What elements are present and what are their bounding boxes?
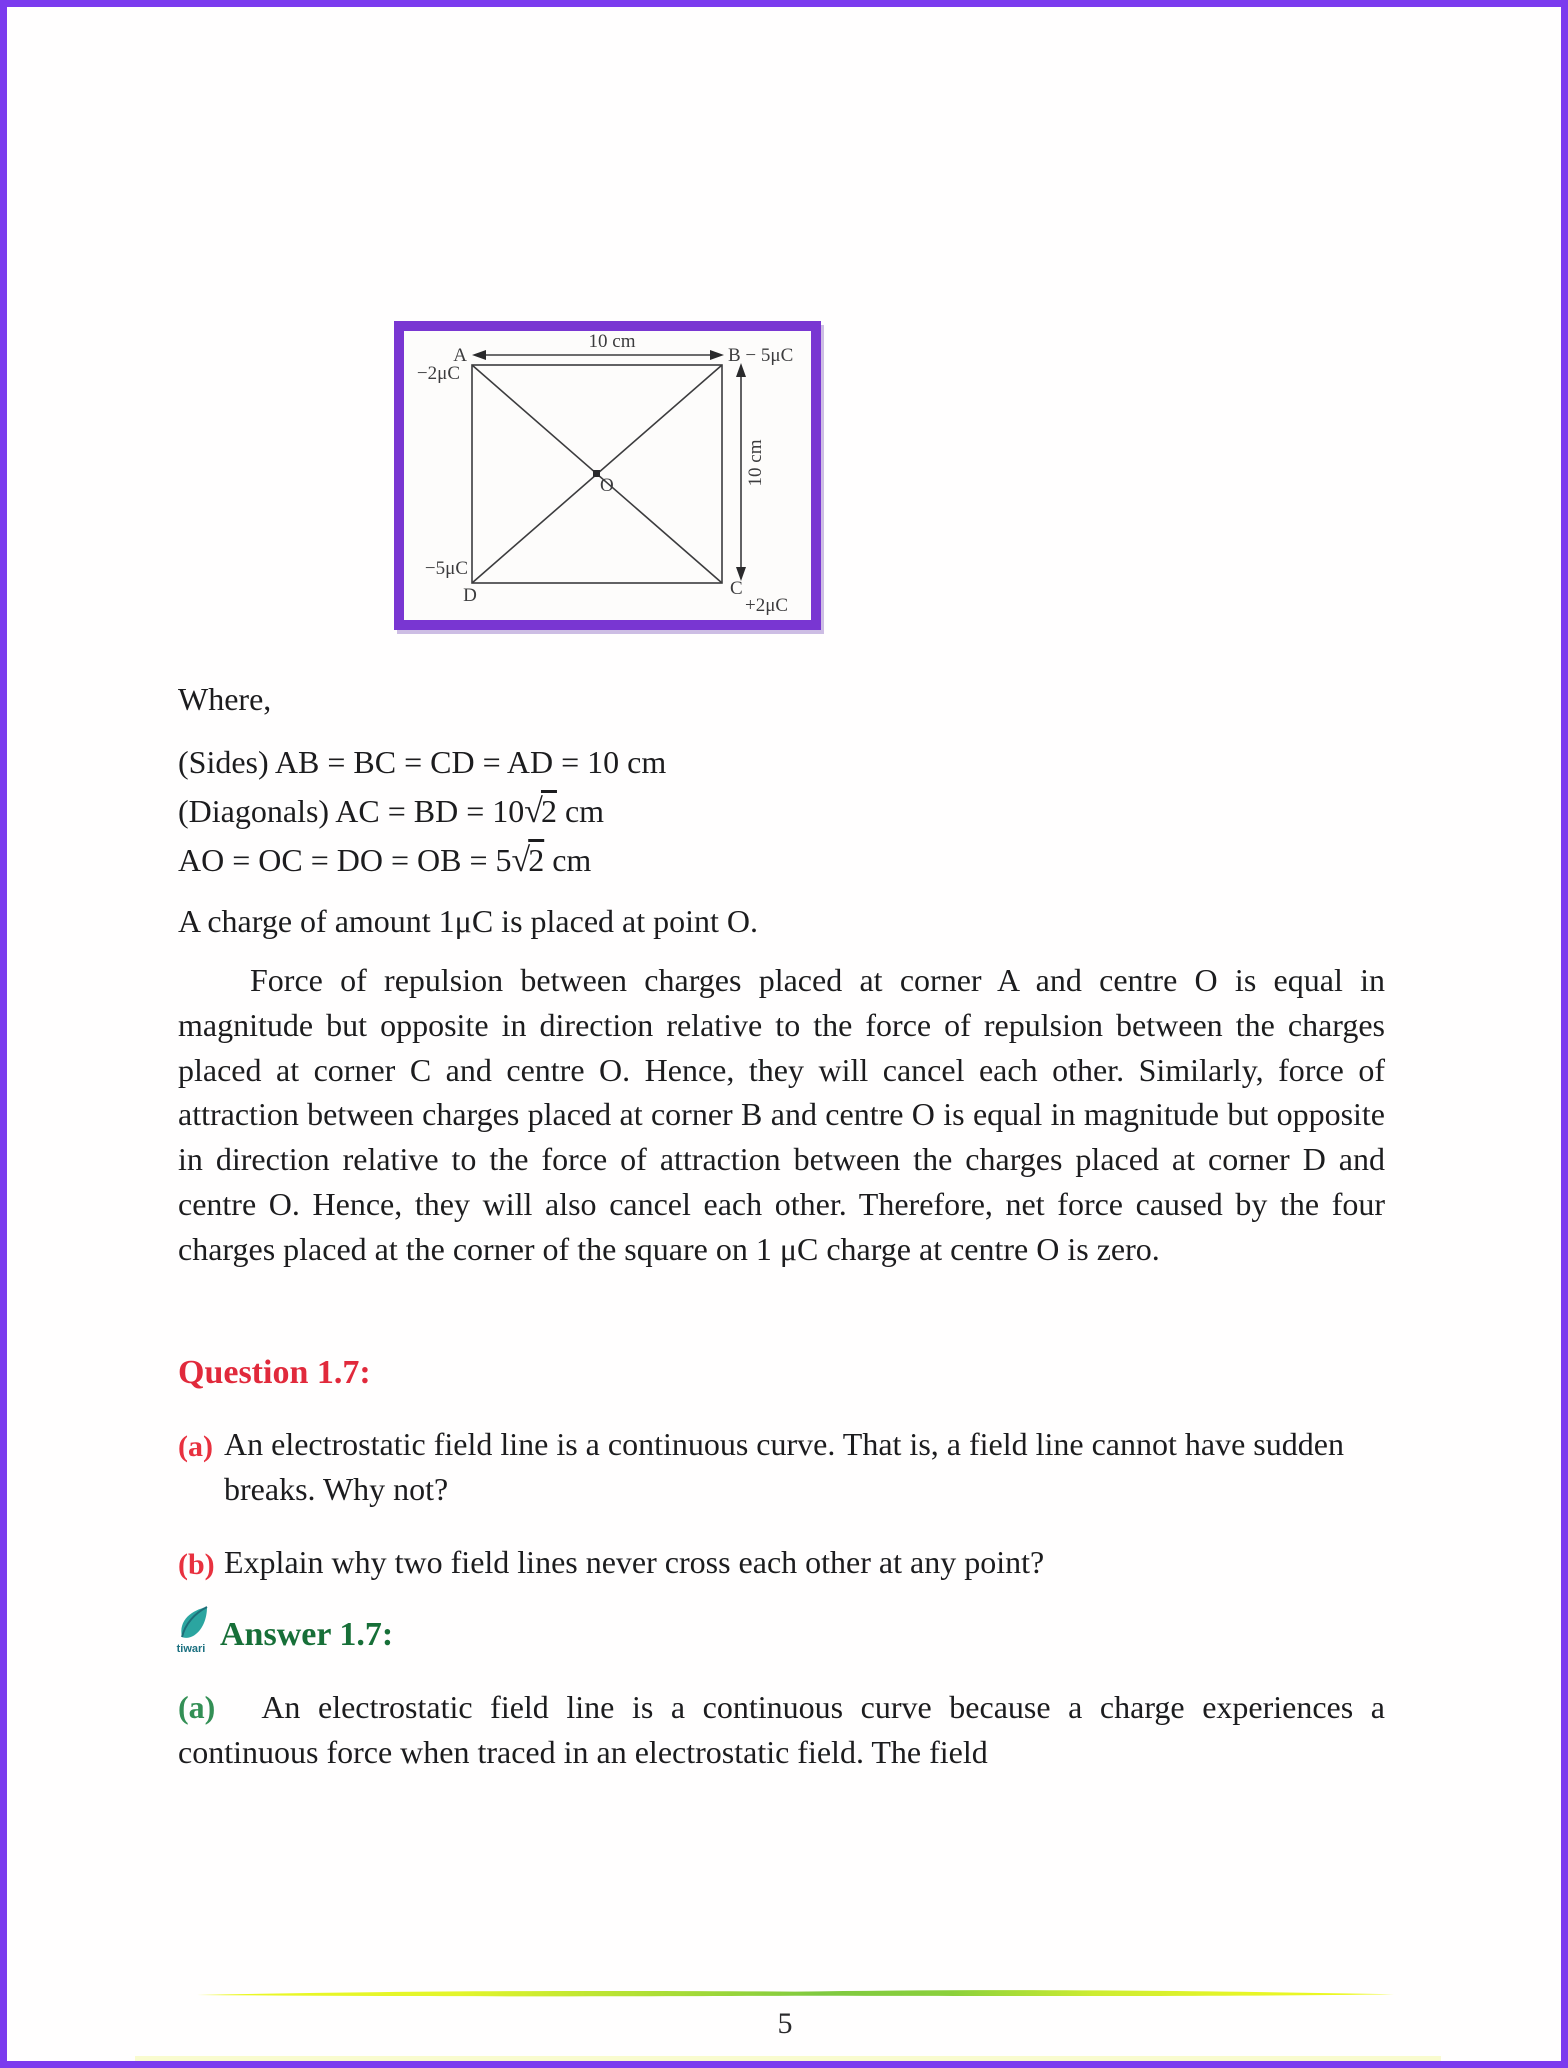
eq-segments: [178, 836, 1385, 885]
logo-wordmark: tiwari: [176, 1642, 206, 1655]
question-item-b-text: Explain why two field lines never cross each other at any point?: [224, 1543, 1045, 1580]
question-item-a-label: (a): [178, 1429, 213, 1463]
footer-highlight-line: [197, 1987, 1394, 2001]
answer-item-a-label: (a): [178, 1688, 216, 1725]
tiwari-leaf-icon: [174, 1605, 214, 1669]
answer-item-a: [178, 1685, 1385, 1775]
eq-diagonals-prefix: (Diagonals) AC = BD = 10: [178, 793, 525, 829]
charge-d-label: −5μC: [424, 558, 468, 579]
solution-content: [7, 676, 1561, 1775]
answer-heading-text: Answer 1.7:: [220, 1615, 394, 1653]
answer-heading: [178, 1613, 1385, 1669]
square-diagram: [404, 331, 811, 620]
charge-a-label: −2μC: [416, 363, 460, 384]
eq-diagonals-unit: cm: [556, 793, 605, 829]
eq-sides: (Sides) AB = BC = CD = AD = 10 cm: [178, 744, 667, 780]
eq-segments-unit: cm: [544, 842, 592, 878]
corner-c-label: C: [730, 578, 743, 599]
eq-segments-prefix: AO = OC = DO = OB = 5: [178, 842, 512, 878]
bottom-accent-strip: [135, 2056, 1441, 2061]
corner-a-label: A: [453, 345, 467, 366]
arrowhead-left-icon: [472, 350, 486, 360]
question-item-a-text: An electrostatic field line is a continuous curve. That is, a field line cannot have sudden breaks. Why not?: [224, 1425, 1344, 1507]
question-item-a: [178, 1422, 1385, 1512]
leaf-shape: [181, 1607, 207, 1638]
corner-b-label: B − 5μC: [728, 345, 794, 366]
radical-sign: √: [511, 842, 529, 879]
question-item-b-label: (b): [178, 1547, 215, 1581]
question-item-b: [178, 1540, 1385, 1587]
radical-sign: √: [524, 793, 541, 830]
radicand: 2: [528, 842, 545, 878]
center-point: [593, 470, 600, 477]
force-explanation-paragraph: Force of repulsion between charges placed at corner A and centre O is equal in magnitude but opposite in direction relative to the force of repulsion between the charges placed at corner C and centre O. Hence, they will cancel each other. Similarly, force of attraction between charges placed at corner B and centre O is equal in magnitude but opposite in direction relative to the force of attraction between the charges placed at corner D and centre O. Hence, they will also cancel each other. Therefore, net force caused by the four charges placed at the corner of the square on 1 μC charge at centre O is zero.: [178, 962, 1385, 1267]
where-label: Where,: [178, 681, 272, 717]
figure-square-charges: [394, 321, 821, 630]
page-number: 5: [777, 2007, 793, 2040]
charge-note: A charge of amount 1μC is placed at point O.: [178, 903, 758, 939]
right-dim-label: 10 cm: [745, 439, 766, 487]
question-heading: Question 1.7:: [178, 1353, 371, 1391]
arrowhead-right-icon: [710, 350, 724, 360]
highlight-stroke: [197, 1990, 1394, 1996]
corner-d-label: D: [463, 585, 477, 606]
eq-diagonals: [178, 787, 1385, 836]
radicand: 2: [540, 793, 557, 829]
charge-c-label: +2μC: [745, 595, 789, 616]
answer-item-a-text: An electrostatic field line is a continuous curve because a charge experiences a continuous force when traced in an electrostatic field. The field: [178, 1688, 1385, 1770]
top-dim-label: 10 cm: [588, 331, 636, 352]
center-o-label: O: [600, 475, 614, 496]
